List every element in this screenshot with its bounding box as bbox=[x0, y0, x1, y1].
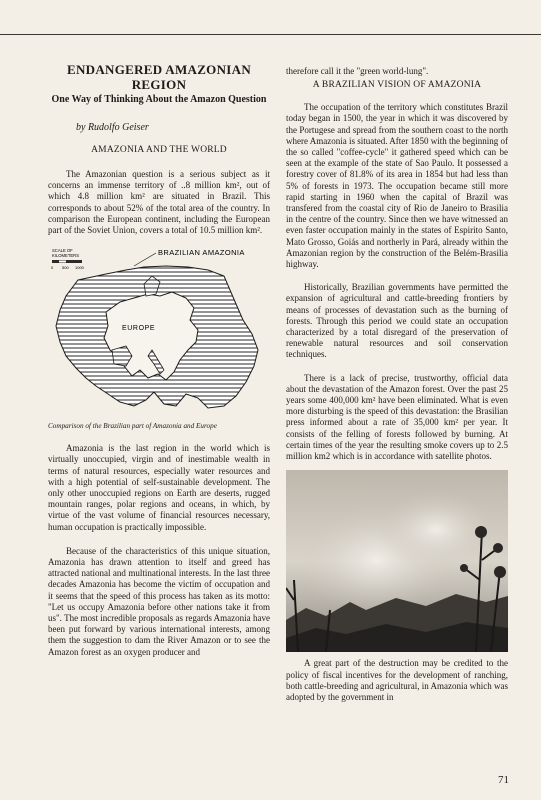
title-line-2: REGION bbox=[131, 77, 187, 92]
scale-bar bbox=[51, 248, 85, 270]
europe-label: EUROPE bbox=[122, 325, 156, 333]
scale-label-2: KILOMETERS bbox=[52, 253, 79, 259]
brazilian-amazonia-label: BRAZILIAN AMAZONIA bbox=[158, 248, 245, 258]
paragraph-continued: therefore call it the "green world-lung". bbox=[286, 66, 429, 76]
title-line-1: ENDANGERED AMAZONIAN bbox=[66, 62, 252, 77]
photo-image bbox=[286, 470, 508, 652]
scale-bar-rect bbox=[52, 260, 82, 263]
article-title bbox=[48, 62, 270, 92]
top-rule bbox=[0, 34, 541, 35]
byline-prefix: by bbox=[76, 122, 88, 133]
map-caption: Comparison of the Brazilian part of Amazonia and Europe bbox=[48, 422, 217, 431]
paragraph-occupation: The occupation of the territory which constitutes Brazil today began in 1500, the year in which it was discovered by the Portugese and spread from the southern coast to the north where Amazonia is situated. After 1850 with the beginning of the so called "coffee-cycle" it gathered speed which can be seen at the example of the state of Sao Paulo. It possessed a forestry cover of 81.8% of its area in 1854 but had less than 5% of forests in 1973. The occupation became still more rapid starting in 1960 when the capital of Brazil was transfered from the coastal city of Rio de Janeiro to Brasilia in the centre of the country. Since then we have witnessed an even faster occupation mainly in the states of Espirito Santo, Mato Grosso, Goiás and northerly in Pará, already within the Amazonian region by the construction of the Belém-Brasilia highway. bbox=[286, 102, 508, 270]
paragraph-historically: Historically, Brazilian governments have permitted the expansion of agricultural and cattle-breeding frontiers by means of processes of devastation such as the burning of forests. Through this period we could state an occupation characterized by a total disregard of the preservation of renewable natural resources and soil conservation techniques. bbox=[286, 282, 508, 360]
section-heading-world: AMAZONIA AND THE WORLD bbox=[91, 145, 227, 155]
section-heading-brazilian-vision: A BRAZILIAN VISION OF AMAZONIA bbox=[312, 80, 482, 91]
byline bbox=[76, 122, 270, 133]
page-number: 71 bbox=[498, 774, 509, 786]
paragraph-destruction: A great part of the destruction may be credited to the policy of fiscal incentives for the development of ranching, both cattle-breeding and agricultural, in Amazonia which was adopted by the government in bbox=[286, 658, 508, 702]
scale-0: 0 bbox=[51, 265, 54, 271]
article-subtitle: One Way of Thinking About the Amazon Question bbox=[51, 94, 267, 105]
paragraph-characteristics: Because of the characteristics of this unique situation, Amazonia has drawn attention to itself and greed has attracted national and multinational interests. In the last three decades Amazonia has become the victim of occupation and it seems that the speed of this process has taken as its motto: "Let us occupy Amazonia before other nations take it from us". The most incredible proposals as regards Amazonia have been put forward by various international interests, among them the suggestion to dam the River Amazon or to see the Amazon forest as an oxygen producer and bbox=[48, 545, 270, 657]
map-figure bbox=[48, 246, 270, 420]
comparison-map bbox=[48, 246, 270, 420]
byline-author: Rudolfo Geiser bbox=[87, 122, 149, 133]
scale-bar-gap bbox=[59, 261, 66, 263]
paragraph-last-region: Amazonia is the last region in the world which is virtually unoccupied, virgin and of inestimable wealth in terms of natural resources, especially water resources and with a high potential of self-sustainable development. The only other unoccupied regions on Earth are deserts, rugged mountain ranges, polar regions and oceans, in which, by virtue of the vast volume of financial resources necessary, human occupation is practically impossible. bbox=[48, 443, 270, 532]
paragraph-area: The Amazonian question is a serious subject as it concerns an immense territory of ..8 million km², out of which 4.8 million km² are situated in Brazil. This corresponds to about 52% of the total area of the country. In comparison the European continent, including the European part of the Soviet Union, covers a total of 10.5 million km². bbox=[48, 169, 270, 236]
forest-burning-photo bbox=[286, 470, 508, 652]
right-column bbox=[286, 66, 508, 703]
scale-1000: 1000 bbox=[75, 265, 84, 271]
scale-500: 500 bbox=[62, 265, 69, 271]
scale-label-1: SCALE OF bbox=[52, 248, 73, 254]
paragraph-lack-of-data: There is a lack of precise, trustworthy, official data about the devastation of the Amazon forest. Over the past 25 years some 400,000 km² have been eliminated. What is even more disturbing is the speed of this devastation: the Brasilian press informed about a rate of 35,000 km² per year. It consists of the felling of forests followed by burning. At certain times of the year the resulting smoke covers up to 2.5 million km2 which is in accordance with satellite photos. bbox=[286, 372, 508, 462]
left-column bbox=[48, 62, 270, 658]
label-leader-line bbox=[134, 253, 156, 266]
